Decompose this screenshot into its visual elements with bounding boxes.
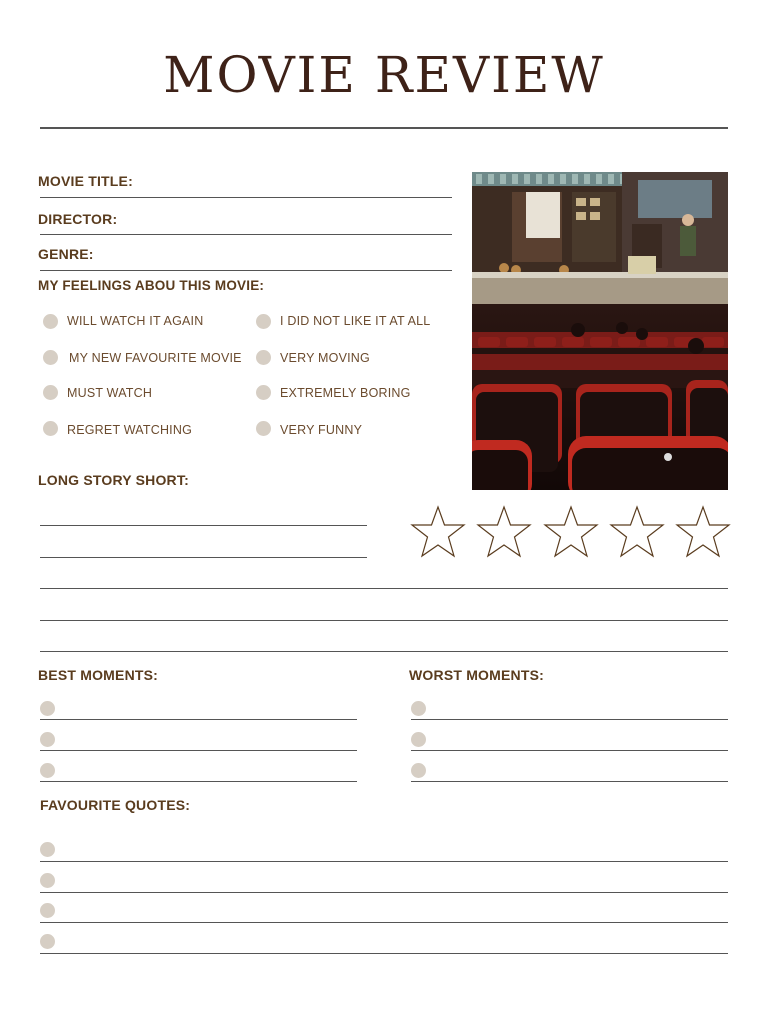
best-moment-bullet [40, 701, 55, 716]
feeling-checkbox[interactable] [43, 314, 58, 329]
worst-moments-label: WORST MOMENTS: [409, 667, 545, 683]
director-label: DIRECTOR: [38, 211, 118, 227]
genre-line[interactable] [40, 270, 452, 271]
worst-moment-line[interactable] [411, 719, 728, 720]
feeling-option: VERY MOVING [280, 351, 370, 365]
feeling-checkbox[interactable] [256, 421, 271, 436]
worst-moment-bullet [411, 732, 426, 747]
summary-line[interactable] [40, 588, 728, 589]
feeling-option: WILL WATCH IT AGAIN [67, 314, 204, 328]
best-moment-line[interactable] [40, 781, 357, 782]
summary-line[interactable] [40, 620, 728, 621]
feeling-checkbox[interactable] [43, 385, 58, 400]
best-moment-bullet [40, 732, 55, 747]
title-divider [40, 127, 728, 129]
quote-line[interactable] [40, 892, 728, 893]
movie-title-line[interactable] [40, 197, 452, 198]
cinema-photo [472, 172, 728, 490]
cinema-illustration [472, 172, 728, 490]
movie-title-label: MOVIE TITLE: [38, 173, 133, 189]
quote-line[interactable] [40, 861, 728, 862]
quote-bullet [40, 842, 55, 857]
rating-star-1[interactable] [410, 505, 466, 559]
feeling-checkbox[interactable] [256, 385, 271, 400]
rating-star-2[interactable] [476, 505, 532, 559]
quote-line[interactable] [40, 922, 728, 923]
quotes-label: FAVOURITE QUOTES: [40, 797, 191, 813]
feeling-checkbox[interactable] [256, 350, 271, 365]
quote-bullet [40, 903, 55, 918]
summary-line[interactable] [40, 557, 367, 558]
summary-line[interactable] [40, 651, 728, 652]
quote-line[interactable] [40, 953, 728, 954]
worst-moment-line[interactable] [411, 781, 728, 782]
genre-label: GENRE: [38, 246, 94, 262]
rating-star-5[interactable] [675, 505, 731, 559]
worst-moment-bullet [411, 763, 426, 778]
best-moments-label: BEST MOMENTS: [38, 667, 159, 683]
quote-bullet [40, 873, 55, 888]
feeling-option: MUST WATCH [67, 386, 153, 400]
feeling-checkbox[interactable] [43, 421, 58, 436]
summary-label: LONG STORY SHORT: [38, 472, 189, 488]
page-title: MOVIE REVIEW [163, 46, 605, 104]
feeling-option: I DID NOT LIKE IT AT ALL [280, 314, 431, 328]
summary-line[interactable] [40, 525, 367, 526]
worst-moment-bullet [411, 701, 426, 716]
director-line[interactable] [40, 234, 452, 235]
feeling-option: VERY FUNNY [280, 423, 363, 437]
feeling-option: EXTREMELY BORING [280, 386, 411, 400]
rating-star-4[interactable] [609, 505, 665, 559]
feelings-label: MY FEELINGS ABOU THIS MOVIE: [38, 278, 265, 293]
feeling-option: REGRET WATCHING [67, 423, 192, 437]
feeling-checkbox[interactable] [256, 314, 271, 329]
quote-bullet [40, 934, 55, 949]
best-moment-bullet [40, 763, 55, 778]
worst-moment-line[interactable] [411, 750, 728, 751]
feeling-option: MY NEW FAVOURITE MOVIE [69, 351, 242, 365]
feeling-checkbox[interactable] [43, 350, 58, 365]
rating-star-3[interactable] [543, 505, 599, 559]
best-moment-line[interactable] [40, 750, 357, 751]
best-moment-line[interactable] [40, 719, 357, 720]
